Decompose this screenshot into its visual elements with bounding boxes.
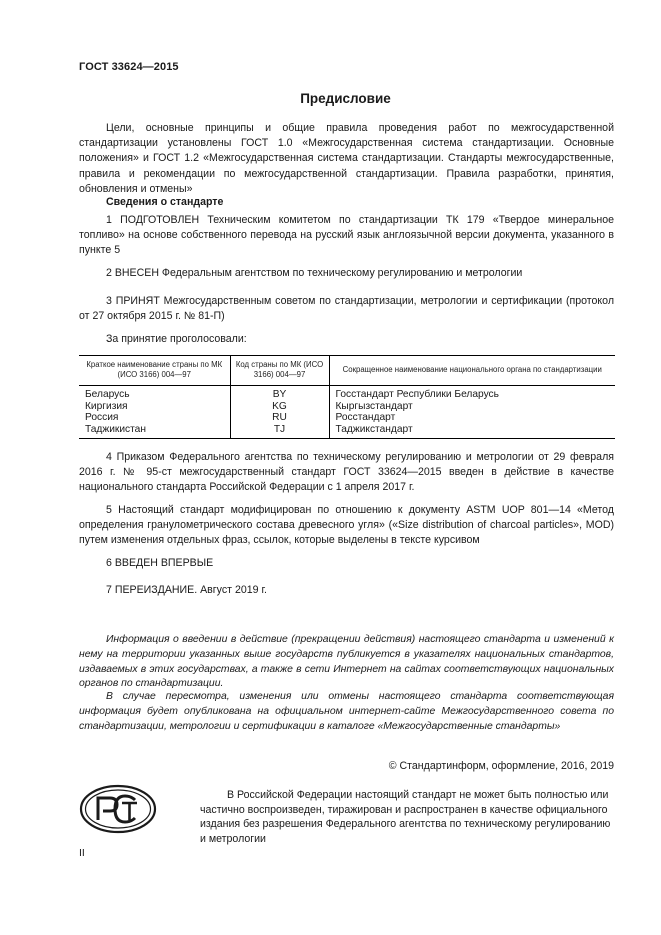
document-code: ГОСТ 33624—2015 <box>79 61 179 73</box>
voting-countries-table <box>79 355 615 439</box>
item-4-text: 4 Приказом Федерального агентства по техническому регулированию и метрологии от 29 февраля 2016 г. № 95-ст межгосударственный стандарт ГОСТ 33624—2015 введен в действие в качестве национального стандарта Российской Федерации с 1 апреля 2017 г. <box>79 451 614 494</box>
gost-r-logo <box>79 784 157 834</box>
body-cell: Госстандарт Республики Беларусь <box>329 386 615 401</box>
header-body: Сокращенное наименование национального органа по стандартизации <box>329 356 615 386</box>
code-cell: BY <box>230 386 329 401</box>
header-country: Краткое наименование страны по МК (ИСО 3166) 004—97 <box>79 356 230 386</box>
item-5 <box>79 503 614 549</box>
table-row <box>79 401 615 413</box>
country-cell: Беларусь <box>85 389 130 400</box>
header-code: Код страны по МК (ИСО 3166) 004—97 <box>230 356 329 386</box>
item-5-text: 5 Настоящий стандарт модифицирован по отношению к документу ASTM UOP 801—14 «Метод определения гранулометрического состава древесного угля» («Size distribution of charcoal particles», MOD) путем изменения отдельных фраз, ссылок, которые выделены в тексте курсивом <box>79 504 614 547</box>
page-number: II <box>79 847 85 859</box>
item-4 <box>79 450 614 496</box>
info-paragraph-2-text: В случае пересмотра, изменения или отмены настоящего стандарта соответствующая информация будет опубликована на официальном интернет-сайте Межгосударственного совета по стандартизации, метрологии и сертификации в каталоге «Межгосударственные стандарты» <box>79 691 614 732</box>
gost-r-logo-icon <box>79 784 157 834</box>
table-row <box>79 424 615 439</box>
body-cell: Таджикстандарт <box>329 424 615 439</box>
item-6-text: 6 ВВЕДЕН ВПЕРВЫЕ <box>106 557 214 569</box>
code-cell: TJ <box>230 424 329 439</box>
info-paragraph-2 <box>79 690 614 734</box>
copyright: © Стандартинформ, оформление, 2016, 2019 <box>388 760 614 772</box>
country-cell: Таджикистан <box>79 424 230 439</box>
item-2-text: 2 ВНЕСЕН Федеральным агентством по техническому регулированию и метрологии <box>106 267 523 279</box>
reproduction-notice <box>200 788 615 846</box>
code-cell: RU <box>230 412 329 424</box>
intro-paragraph <box>79 121 614 197</box>
item-3-text: 3 ПРИНЯТ Межгосударственным советом по стандартизации, метрологии и сертификации (протокол от 27 октября 2015 г. № 81-П) <box>79 295 614 323</box>
info-paragraph-1-text: Информация о введении в действие (прекращении действия) настоящего стандарта и изменений к нему на территории указанных выше государств публикуется в указателях национальных стандартов, издаваемых в этих государствах, а также в сети Интернет на сайтах соответствующих национальных органов по стандартизации. <box>79 634 614 690</box>
table-row <box>79 412 615 424</box>
table-header-row <box>79 356 615 386</box>
table-row <box>79 386 615 401</box>
voted-text: За принятие проголосовали: <box>106 333 247 345</box>
reproduction-notice-text: В Российской Федерации настоящий стандарт не может быть полностью или частично воспроизведен, тиражирован и распространен в качестве официального издания без разрешения Федерального агентства по техническому регулированию и метрологии <box>200 789 611 845</box>
body-cell: Кыргызстандарт <box>329 401 615 413</box>
country-cell: Россия <box>85 412 119 423</box>
country-cell: Киргизия <box>85 400 128 412</box>
body-cell: Росстандарт <box>329 412 615 424</box>
item-1 <box>79 213 614 259</box>
item-3 <box>79 294 614 324</box>
item-7-text: 7 ПЕРЕИЗДАНИЕ. Август 2019 г. <box>106 584 267 596</box>
code-cell: KG <box>230 401 329 413</box>
voted-caption <box>79 332 614 347</box>
section-heading: Сведения о стандарте <box>106 196 224 208</box>
item-2 <box>79 266 614 281</box>
item-7 <box>79 583 614 598</box>
info-paragraph-1 <box>79 633 614 692</box>
item-6 <box>79 556 614 571</box>
item-1-text: 1 ПОДГОТОВЛЕН Техническим комитетом по стандартизации ТК 179 «Твердое минеральное топливо» на основе собственного перевода на русский язык англоязычной версии документа, указанного в пункте 5 <box>79 214 614 257</box>
intro-text: Цели, основные принципы и общие правила проведения работ по межгосударственной стандартизации установлены ГОСТ 1.0 «Межгосударственная система стандартизации. Основные положения» и ГОСТ 1.2 «Межгосударственная система стандартизации. Стандарты межгосударственные, правила и рекомендации по межгосударственной стандартизации. Правила разработки, принятия, обновления и отмены» <box>79 122 614 195</box>
page-title: Предисловие <box>300 91 391 106</box>
